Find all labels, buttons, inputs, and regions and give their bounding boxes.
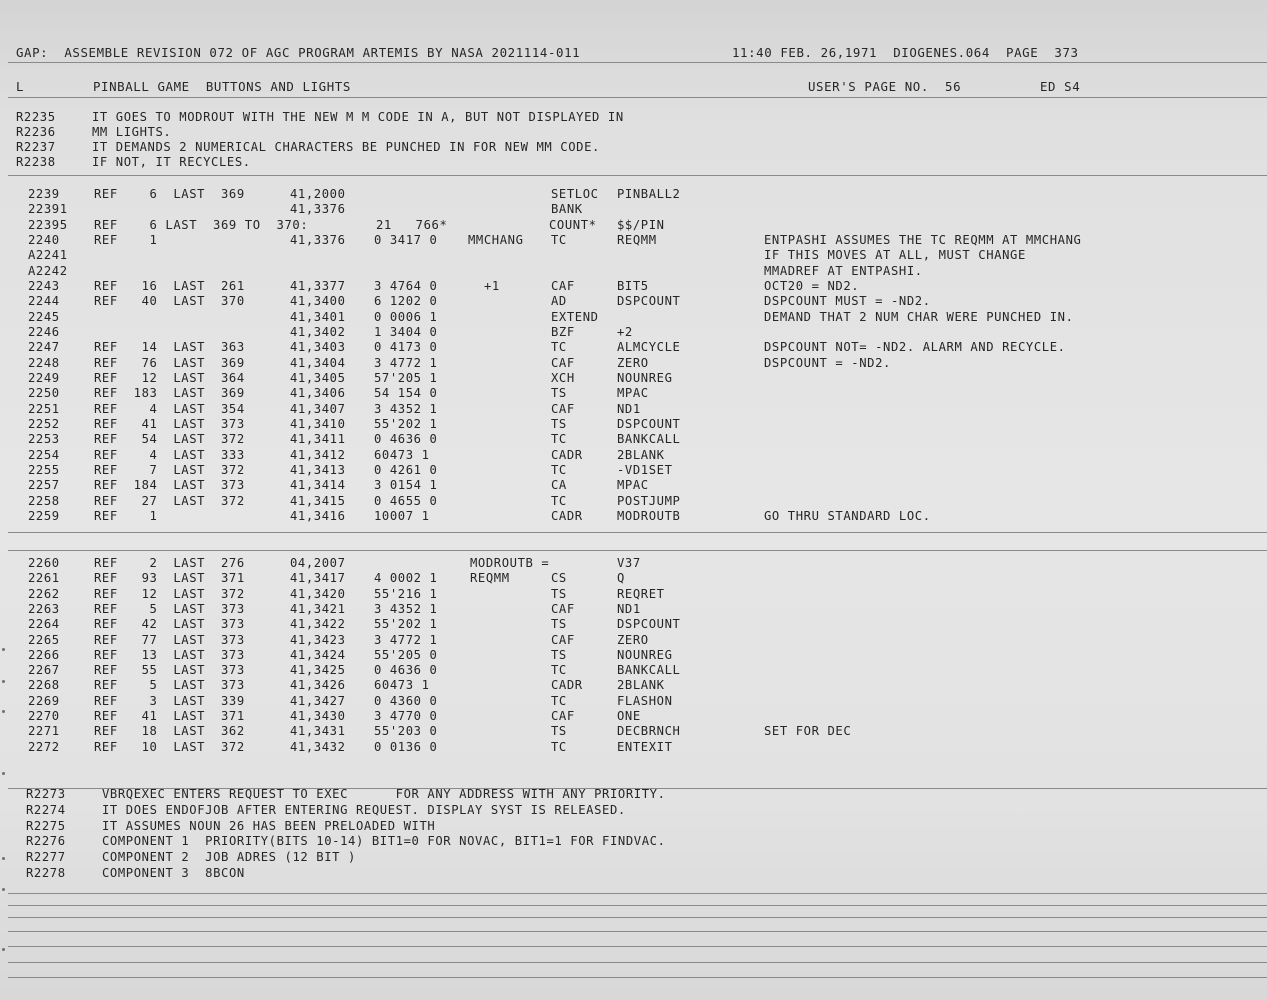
margin-mark	[2, 772, 5, 775]
listing-row	[0, 694, 1267, 709]
operand: DSPCOUNT	[617, 617, 681, 632]
memory-address: 41,3421	[290, 601, 346, 616]
line-comment: ENTPASHI ASSUMES THE TC REQMM AT MMCHANG	[764, 232, 1082, 247]
memory-address: 41,3403	[290, 340, 346, 355]
listing-row	[0, 310, 1267, 325]
line-number: 2254	[28, 447, 60, 462]
memory-address: 41,3400	[290, 294, 346, 309]
opcode: TS	[551, 617, 567, 632]
reference-info: REF 54 LAST 372	[94, 432, 245, 447]
octal-code: 0 4655 0	[374, 493, 438, 508]
opcode: TC	[551, 663, 567, 678]
line-number: 2265	[28, 632, 60, 647]
line-divider	[8, 97, 1267, 98]
remark-row	[0, 125, 1267, 140]
line-number: 2263	[28, 601, 60, 616]
operand: NOUNREG	[617, 647, 673, 662]
remark-text: VBRQEXEC ENTERS REQUEST TO EXEC FOR ANY ADDRESS WITH ANY PRIORITY.	[102, 787, 666, 801]
remark-row	[0, 834, 1267, 849]
remark-text: COMPONENT 3 8BCON	[102, 866, 245, 880]
remark-text: COMPONENT 2 JOB ADRES (12 BIT )	[102, 850, 356, 865]
reference-info: REF 2 LAST 276	[94, 556, 245, 570]
reference-info: REF 3 LAST 339	[94, 693, 245, 708]
operand: DSPCOUNT	[617, 294, 681, 309]
remark-id: R2238	[16, 155, 56, 169]
operand: MODROUTB	[617, 508, 681, 523]
octal-code: 6 1202 0	[374, 294, 438, 309]
octal-code: 4 0002 1	[374, 571, 438, 586]
remark-id: R2277	[26, 850, 66, 865]
opcode: TC	[551, 462, 567, 477]
listing-row	[0, 402, 1267, 417]
listing-row	[0, 248, 1267, 263]
opcode: TC	[551, 340, 567, 355]
memory-address: 04,2007	[290, 556, 346, 570]
reference-info: REF 5 LAST 373	[94, 601, 245, 616]
memory-address: 41,3431	[290, 724, 346, 739]
operand: BIT5	[617, 278, 649, 293]
reference-info: REF 16 LAST 261	[94, 278, 245, 293]
reference-info: REF 41 LAST 371	[94, 709, 245, 723]
reference-info: REF 12 LAST 364	[94, 370, 245, 385]
header-date-page: 11:40 FEB. 26,1971 DIOGENES.064 PAGE 373	[732, 45, 1079, 60]
operand: +2	[617, 324, 633, 339]
memory-address: 41,3423	[290, 632, 346, 647]
remark-text: IT DOES ENDOFJOB AFTER ENTERING REQUEST. DISPLAY SYST IS RELEASED.	[102, 802, 626, 817]
opcode: AD	[551, 294, 567, 309]
listing-row	[0, 202, 1267, 217]
line-divider	[8, 905, 1267, 906]
line-number: 22391	[28, 202, 68, 217]
reference-info: REF 6 LAST 369	[94, 187, 245, 201]
section-title: PINBALL GAME BUTTONS AND LIGHTS	[93, 79, 351, 94]
margin-mark	[2, 948, 5, 951]
operand: BANKCALL	[617, 432, 681, 447]
reference-info: REF 27 LAST 372	[94, 493, 245, 508]
octal-code: 0 4173 0	[374, 340, 438, 355]
opcode: CS	[551, 571, 567, 586]
remark-id: R2273	[26, 787, 66, 801]
line-number: 2247	[28, 340, 60, 355]
opcode: BANK	[551, 202, 583, 217]
octal-code: 3 4352 1	[374, 401, 438, 416]
remark-row	[0, 140, 1267, 155]
octal-code: 0 4261 0	[374, 462, 438, 477]
operand: DECBRNCH	[617, 724, 681, 739]
symbol-label: REQMM	[470, 571, 510, 586]
listing-row	[0, 463, 1267, 478]
margin-mark	[2, 710, 5, 713]
listing-row	[0, 556, 1267, 571]
octal-code: 55'205 0	[374, 647, 438, 662]
opcode: TS	[551, 386, 567, 401]
line-number: A2242	[28, 263, 68, 278]
reference-info: REF 18 LAST 362	[94, 724, 245, 739]
reference-info: REF 14 LAST 363	[94, 340, 245, 355]
memory-address: 41,3424	[290, 647, 346, 662]
memory-address: 41,3416	[290, 508, 346, 523]
opcode: COUNT*	[549, 217, 597, 232]
opcode: TS	[551, 724, 567, 739]
listing-row	[0, 386, 1267, 401]
opcode: CA	[551, 478, 567, 493]
reference-info: REF 42 LAST 373	[94, 617, 245, 632]
symbol-label: MODROUTB =	[470, 556, 550, 570]
opcode: XCH	[551, 370, 575, 385]
opcode: CADR	[551, 678, 583, 693]
line-number: 2251	[28, 401, 60, 416]
memory-address: 41,3430	[290, 709, 346, 723]
line-number: 2244	[28, 294, 60, 309]
remark-id: R2276	[26, 834, 66, 849]
memory-address: 41,3426	[290, 678, 346, 693]
opcode: TC	[551, 432, 567, 447]
line-divider	[8, 917, 1267, 918]
memory-address: 41,3401	[290, 309, 346, 324]
operand: $$/PIN	[617, 217, 665, 232]
margin-mark	[2, 888, 5, 891]
memory-address: 41,3405	[290, 370, 346, 385]
operand: REQMM	[617, 232, 657, 247]
opcode: SETLOC	[551, 187, 599, 201]
operand: NOUNREG	[617, 370, 673, 385]
memory-address: 41,3376	[290, 202, 346, 217]
line-divider	[8, 532, 1267, 533]
remark-id: R2278	[26, 866, 66, 880]
octal-code: 55'216 1	[374, 586, 438, 601]
opcode: TC	[551, 693, 567, 708]
operand: ONE	[617, 709, 641, 723]
reference-info: REF 6 LAST 369 TO 370:	[94, 217, 309, 232]
operand: ND1	[617, 401, 641, 416]
reference-info: REF 76 LAST 369	[94, 355, 245, 370]
listing-row	[0, 494, 1267, 509]
opcode: TS	[551, 647, 567, 662]
listing-row	[0, 740, 1267, 755]
opcode: TS	[551, 586, 567, 601]
opcode: TC	[551, 232, 567, 247]
listing-row	[0, 264, 1267, 279]
page-subheader	[16, 79, 1216, 94]
operand: ND1	[617, 601, 641, 616]
memory-address: 41,3377	[290, 278, 346, 293]
header-program-title: GAP: ASSEMBLE REVISION 072 OF AGC PROGRAM ARTEMIS BY NASA 2021114-011	[16, 45, 581, 60]
reference-info: REF 10 LAST 372	[94, 739, 245, 754]
memory-address: 41,3413	[290, 462, 346, 477]
remark-id: R2237	[16, 140, 56, 154]
operand: REQRET	[617, 586, 665, 601]
symbol-label: +1	[484, 278, 500, 293]
opcode: TC	[551, 493, 567, 508]
operand: FLASHON	[617, 693, 673, 708]
margin-mark	[2, 680, 5, 683]
line-number: 2267	[28, 663, 60, 678]
subheader-marker: L	[16, 79, 25, 94]
octal-code: 0 4360 0	[374, 693, 438, 708]
listing-row	[0, 371, 1267, 386]
remark-id: R2274	[26, 802, 66, 817]
remark-id: R2275	[26, 818, 66, 833]
line-number: 22395	[28, 217, 68, 232]
remark-row	[0, 819, 1267, 834]
operand: V37	[617, 556, 641, 570]
listing-row	[0, 356, 1267, 371]
memory-address: 41,3425	[290, 663, 346, 678]
octal-code: 55'202 1	[374, 416, 438, 431]
octal-code: 0 4636 0	[374, 663, 438, 678]
symbol-label: MMCHANG	[468, 232, 524, 247]
line-divider	[8, 175, 1267, 176]
opcode: CAF	[551, 278, 575, 293]
listing-row	[0, 294, 1267, 309]
operand: MPAC	[617, 478, 649, 493]
remark-row	[0, 850, 1267, 865]
line-number: 2266	[28, 647, 60, 662]
line-number: 2249	[28, 370, 60, 385]
remark-row	[0, 155, 1267, 170]
line-divider	[8, 931, 1267, 932]
users-page-number: USER'S PAGE NO. 56	[808, 79, 962, 94]
octal-code: 0 0006 1	[374, 309, 438, 324]
listing-row	[0, 478, 1267, 493]
line-number: 2243	[28, 278, 60, 293]
listing-row	[0, 509, 1267, 524]
line-number: 2269	[28, 693, 60, 708]
remark-row	[0, 787, 1267, 802]
line-divider	[8, 62, 1267, 63]
remark-row	[0, 110, 1267, 125]
operand: ALMCYCLE	[617, 340, 681, 355]
line-comment: SET FOR DEC	[764, 724, 852, 739]
listing-row	[0, 602, 1267, 617]
line-number: 2252	[28, 416, 60, 431]
page-header	[16, 45, 1216, 60]
memory-address: 41,3376	[290, 232, 346, 247]
listing-row	[0, 218, 1267, 233]
margin-mark	[2, 648, 5, 651]
line-divider	[8, 788, 1267, 789]
operand: MPAC	[617, 386, 649, 401]
reference-info: REF 4 LAST 333	[94, 447, 245, 462]
octal-code: 3 4772 1	[374, 355, 438, 370]
edition-label: ED S4	[1040, 79, 1081, 94]
margin-mark	[2, 857, 5, 860]
opcode: CADR	[551, 447, 583, 462]
line-comment: IF THIS MOVES AT ALL, MUST CHANGE	[764, 248, 1026, 263]
operand: -VD1SET	[617, 462, 673, 477]
octal-code: 60473 1	[374, 447, 430, 462]
octal-code: 55'203 0	[374, 724, 438, 739]
line-number: 2240	[28, 232, 60, 247]
memory-address: 41,3432	[290, 739, 346, 754]
remark-text: COMPONENT 1 PRIORITY(BITS 10-14) BIT1=0 FOR NOVAC, BIT1=1 FOR FINDVAC.	[102, 834, 666, 849]
memory-address: 41,2000	[290, 187, 346, 201]
octal-code: 55'202 1	[374, 617, 438, 632]
reference-info: REF 77 LAST 373	[94, 632, 245, 647]
memory-address: 41,3414	[290, 478, 346, 493]
octal-code: 3 4770 0	[374, 709, 438, 723]
octal-code: 3 4764 0	[374, 278, 438, 293]
opcode: CAF	[551, 601, 575, 616]
reference-info: REF 7 LAST 372	[94, 462, 245, 477]
listing-row	[0, 678, 1267, 693]
line-number: 2253	[28, 432, 60, 447]
remark-id: R2236	[16, 125, 56, 139]
octal-code: 21 766*	[376, 217, 448, 232]
line-comment: DSPCOUNT = -ND2.	[764, 355, 891, 370]
remark-row	[0, 866, 1267, 881]
reference-info: REF 183 LAST 369	[94, 386, 245, 401]
line-number: 2248	[28, 355, 60, 370]
remark-row	[0, 803, 1267, 818]
line-number: 2246	[28, 324, 60, 339]
opcode: BZF	[551, 324, 575, 339]
reference-info: REF 55 LAST 373	[94, 663, 245, 678]
listing-row	[0, 187, 1267, 202]
octal-code: 0 0136 0	[374, 739, 438, 754]
reference-info: REF 40 LAST 370	[94, 294, 245, 309]
line-number: 2258	[28, 493, 60, 508]
reference-info: REF 5 LAST 373	[94, 678, 245, 693]
line-number: A2241	[28, 248, 68, 263]
listing-row	[0, 233, 1267, 248]
memory-address: 41,3422	[290, 617, 346, 632]
line-number: 2270	[28, 709, 60, 723]
line-number: 2250	[28, 386, 60, 401]
opcode: EXTEND	[551, 309, 599, 324]
listing-row	[0, 633, 1267, 648]
octal-code: 3 0154 1	[374, 478, 438, 493]
octal-code: 1 3404 0	[374, 324, 438, 339]
opcode: CADR	[551, 508, 583, 523]
reference-info: REF 12 LAST 372	[94, 586, 245, 601]
operand: POSTJUMP	[617, 493, 681, 508]
listing-row	[0, 325, 1267, 340]
octal-code: 3 4772 1	[374, 632, 438, 647]
listing-row	[0, 448, 1267, 463]
listing-row	[0, 709, 1267, 724]
line-comment: GO THRU STANDARD LOC.	[764, 508, 931, 523]
memory-address: 41,3406	[290, 386, 346, 401]
line-number: 2257	[28, 478, 60, 493]
memory-address: 41,3404	[290, 355, 346, 370]
octal-code: 10007 1	[374, 508, 430, 523]
operand: 2BLANK	[617, 678, 665, 693]
listing-row	[0, 724, 1267, 739]
reference-info: REF 4 LAST 354	[94, 401, 245, 416]
memory-address: 41,3410	[290, 416, 346, 431]
line-comment: DSPCOUNT MUST = -ND2.	[764, 294, 931, 309]
operand: ENTEXIT	[617, 739, 673, 754]
line-comment: MMADREF AT ENTPASHI.	[764, 263, 923, 278]
opcode: CAF	[551, 632, 575, 647]
reference-info: REF 13 LAST 373	[94, 647, 245, 662]
operand: Q	[617, 571, 625, 586]
octal-code: 0 4636 0	[374, 432, 438, 447]
line-divider	[8, 977, 1267, 978]
line-comment: DEMAND THAT 2 NUM CHAR WERE PUNCHED IN.	[764, 309, 1074, 324]
line-number: 2264	[28, 617, 60, 632]
listing-row	[0, 648, 1267, 663]
operand: DSPCOUNT	[617, 416, 681, 431]
opcode: CAF	[551, 709, 575, 723]
listing-row	[0, 571, 1267, 586]
remark-text: IT GOES TO MODROUT WITH THE NEW M M CODE IN A, BUT NOT DISPLAYED IN	[92, 110, 624, 124]
line-divider	[8, 893, 1267, 894]
listing-row	[0, 279, 1267, 294]
memory-address: 41,3412	[290, 447, 346, 462]
listing-row	[0, 340, 1267, 355]
line-number: 2259	[28, 508, 60, 523]
line-comment: OCT20 = ND2.	[764, 278, 860, 293]
octal-code: 3 4352 1	[374, 601, 438, 616]
memory-address: 41,3417	[290, 571, 346, 586]
reference-info: REF 1	[94, 508, 158, 523]
opcode: TC	[551, 739, 567, 754]
listing-row	[0, 417, 1267, 432]
line-number: 2262	[28, 586, 60, 601]
memory-address: 41,3427	[290, 693, 346, 708]
opcode: CAF	[551, 355, 575, 370]
line-number: 2255	[28, 462, 60, 477]
reference-info: REF 93 LAST 371	[94, 571, 245, 586]
listing-row	[0, 587, 1267, 602]
line-number: 2261	[28, 571, 60, 586]
remark-text: IF NOT, IT RECYCLES.	[92, 155, 251, 169]
octal-code: 0 3417 0	[374, 232, 438, 247]
listing-row	[0, 663, 1267, 678]
opcode: TS	[551, 416, 567, 431]
reference-info: REF 41 LAST 373	[94, 416, 245, 431]
reference-info: REF 184 LAST 373	[94, 478, 245, 493]
memory-address: 41,3407	[290, 401, 346, 416]
operand: PINBALL2	[617, 187, 681, 201]
remark-text: MM LIGHTS.	[92, 125, 172, 139]
reference-info: REF 1	[94, 232, 158, 247]
line-number: 2271	[28, 724, 60, 739]
remark-text: IT DEMANDS 2 NUMERICAL CHARACTERS BE PUNCHED IN FOR NEW MM CODE.	[92, 140, 600, 154]
octal-code: 54 154 0	[374, 386, 438, 401]
memory-address: 41,3402	[290, 324, 346, 339]
listing-row	[0, 432, 1267, 447]
line-number: 2272	[28, 739, 60, 754]
octal-code: 57'205 1	[374, 370, 438, 385]
line-divider	[8, 946, 1267, 947]
operand: 2BLANK	[617, 447, 665, 462]
octal-code: 60473 1	[374, 678, 430, 693]
memory-address: 41,3415	[290, 493, 346, 508]
operand: ZERO	[617, 355, 649, 370]
line-comment: DSPCOUNT NOT= -ND2. ALARM AND RECYCLE.	[764, 340, 1066, 355]
line-number: 2268	[28, 678, 60, 693]
line-number: 2260	[28, 556, 60, 570]
line-number: 2245	[28, 309, 60, 324]
line-divider	[8, 550, 1267, 551]
remark-text: IT ASSUMES NOUN 26 HAS BEEN PRELOADED WITH	[102, 818, 436, 833]
line-number: 2239	[28, 187, 60, 201]
memory-address: 41,3411	[290, 432, 346, 447]
listing-row	[0, 617, 1267, 632]
remark-id: R2235	[16, 110, 56, 124]
operand: BANKCALL	[617, 663, 681, 678]
operand: ZERO	[617, 632, 649, 647]
line-divider	[8, 962, 1267, 963]
opcode: CAF	[551, 401, 575, 416]
memory-address: 41,3420	[290, 586, 346, 601]
